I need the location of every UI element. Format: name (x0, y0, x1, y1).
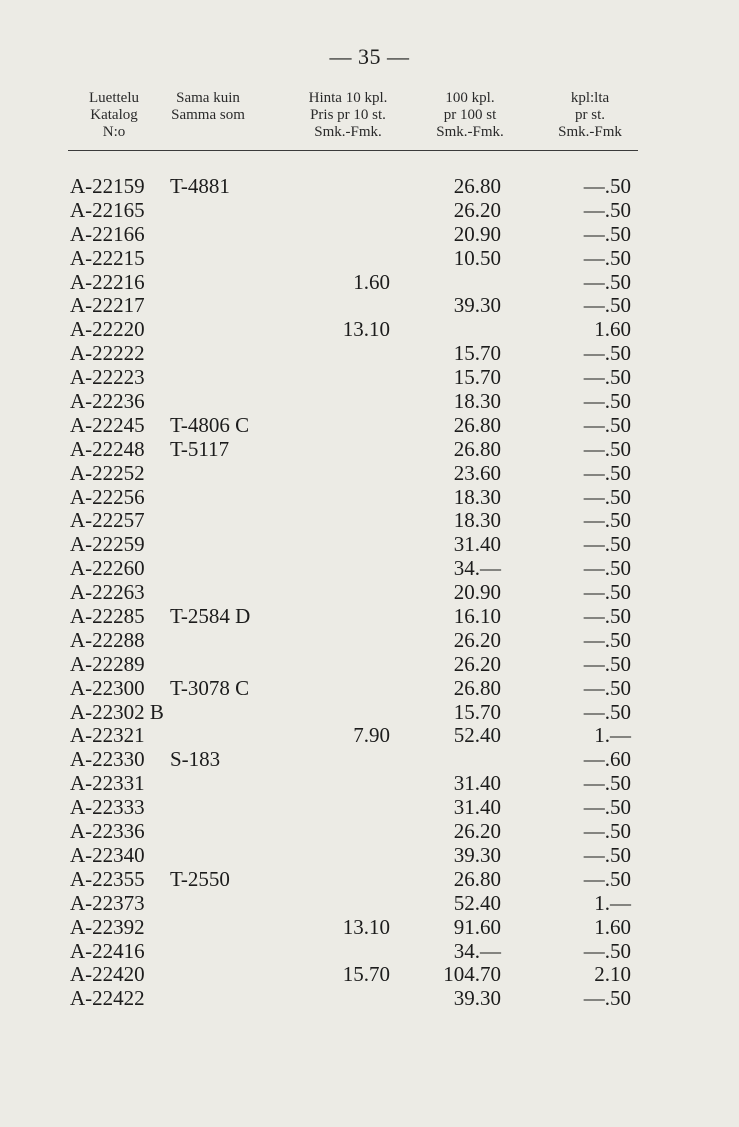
price-each: —.50 (583, 819, 631, 844)
catalog-number: A-22321 (70, 723, 145, 748)
header-price-each (540, 90, 640, 141)
catalog-number: A-22236 (70, 389, 145, 414)
price-100: 31.40 (453, 795, 501, 820)
header-same-as-fi: Sama kuin (176, 90, 240, 106)
price-100: 18.30 (453, 484, 501, 509)
catalog-number: A-22252 (70, 460, 145, 485)
price-100: 34.— (453, 938, 501, 963)
table-row (0, 485, 739, 509)
table-row (0, 795, 739, 819)
same-as-number: T-4806 C (170, 412, 250, 437)
table-row (0, 317, 739, 341)
header-divider (68, 150, 638, 151)
price-each: —.50 (583, 556, 631, 581)
price-100: 26.20 (453, 819, 501, 844)
header-price-100-unit: Smk.-Fmk. (436, 124, 504, 140)
price-100: 39.30 (453, 293, 501, 318)
header-price-100 (420, 90, 520, 141)
header-price-10-fi: Hinta 10 kpl. (308, 90, 388, 106)
header-catalog-sv: Katalog (90, 107, 138, 123)
price-each: —.50 (583, 580, 631, 605)
price-each: —.50 (583, 699, 631, 724)
price-100: 23.60 (453, 460, 501, 485)
price-100: 104.70 (443, 962, 501, 987)
price-100: 26.80 (453, 675, 501, 700)
table-row (0, 293, 739, 317)
price-each: —.50 (583, 675, 631, 700)
price-each: —.50 (583, 795, 631, 820)
table-row (0, 867, 739, 891)
table-row (0, 652, 739, 676)
catalog-number: A-22331 (70, 771, 145, 796)
price-each: —.50 (583, 484, 631, 509)
catalog-number: A-22256 (70, 484, 145, 509)
table-row (0, 843, 739, 867)
price-100: 34.— (453, 556, 501, 581)
price-10: 15.70 (342, 962, 390, 987)
table-row (0, 604, 739, 628)
catalog-number: A-22159 (70, 174, 145, 198)
catalog-number: A-22333 (70, 795, 145, 820)
price-100: 31.40 (453, 532, 501, 557)
price-100: 39.30 (453, 986, 501, 1011)
same-as-number: T-2584 D (170, 604, 251, 629)
price-100: 18.30 (453, 389, 501, 414)
catalog-number: A-22420 (70, 962, 145, 987)
price-each: —.50 (583, 245, 631, 270)
price-100: 26.80 (453, 412, 501, 437)
same-as-number: T-3078 C (170, 675, 250, 700)
catalog-number: A-22217 (70, 293, 145, 318)
table-row (0, 341, 739, 365)
catalog-number: A-22289 (70, 651, 145, 676)
catalog-number: A-22416 (70, 938, 145, 963)
catalog-number: A-22220 (70, 317, 145, 342)
page-number: — 35 — (329, 44, 410, 69)
table-row (0, 580, 739, 604)
catalog-number: A-22257 (70, 508, 145, 533)
price-100: 20.90 (453, 221, 501, 246)
catalog-number: A-22330 (70, 747, 145, 772)
table-row (0, 389, 739, 413)
price-100: 15.70 (453, 341, 501, 366)
price-each: —.50 (583, 938, 631, 963)
price-10: 13.10 (342, 317, 390, 342)
catalog-number: A-22222 (70, 341, 145, 366)
table-row (0, 939, 739, 963)
price-100: 39.30 (453, 842, 501, 867)
price-each: —.50 (583, 197, 631, 222)
table-row (0, 915, 739, 939)
same-as-number: S-183 (170, 747, 221, 772)
price-each: —.50 (583, 460, 631, 485)
catalog-number: A-22302 B (70, 699, 164, 724)
table-row (0, 532, 739, 556)
catalog-number: A-22422 (70, 986, 145, 1011)
catalog-number: A-22245 (70, 412, 145, 437)
price-each: —.50 (583, 174, 631, 198)
table-row (0, 819, 739, 843)
catalog-number: A-22248 (70, 436, 145, 461)
catalog-number: A-22215 (70, 245, 145, 270)
price-100: 15.70 (453, 365, 501, 390)
price-100: 26.80 (453, 866, 501, 891)
catalog-number: A-22165 (70, 197, 145, 222)
price-100: 26.80 (453, 174, 501, 198)
catalog-number: A-22355 (70, 866, 145, 891)
table-header (0, 90, 739, 148)
price-each: —.50 (583, 412, 631, 437)
catalog-number: A-22340 (70, 842, 145, 867)
price-10: 1.60 (353, 269, 390, 294)
table-row (0, 700, 739, 724)
table-row (0, 413, 739, 437)
price-100: 26.20 (453, 197, 501, 222)
header-catalog-no: N:o (102, 124, 126, 140)
catalog-number: A-22285 (70, 604, 145, 629)
table-row (0, 198, 739, 222)
catalog-number: A-22259 (70, 532, 145, 557)
catalog-number: A-22223 (70, 365, 145, 390)
table-row (0, 461, 739, 485)
same-as-number: T-2550 (170, 866, 230, 891)
table-row (0, 747, 739, 771)
header-price-10 (286, 90, 410, 141)
table-row (0, 962, 739, 986)
price-each: —.50 (583, 986, 631, 1011)
table-row (0, 437, 739, 461)
price-each: —.50 (583, 436, 631, 461)
price-each: 2.10 (594, 962, 631, 987)
price-each: —.60 (583, 747, 631, 772)
catalog-number: A-22288 (70, 627, 145, 652)
table-row (0, 771, 739, 795)
price-100: 26.20 (453, 651, 501, 676)
price-each: —.50 (583, 771, 631, 796)
catalog-number: A-22263 (70, 580, 145, 605)
table-row (0, 365, 739, 389)
header-catalog-fi: Luettelu (89, 90, 139, 106)
price-each: —.50 (583, 389, 631, 414)
header-same-as-sv: Samma som (171, 107, 245, 123)
header-price-each-unit: Smk.-Fmk (558, 124, 622, 140)
price-each: —.50 (583, 269, 631, 294)
table-row (0, 508, 739, 532)
price-each: 1.60 (594, 317, 631, 342)
catalog-number: A-22216 (70, 269, 145, 294)
price-each: 1.60 (594, 914, 631, 939)
price-100: 52.40 (453, 890, 501, 915)
same-as-number: T-4881 (170, 174, 230, 198)
catalog-number: A-22260 (70, 556, 145, 581)
catalog-number: A-22300 (70, 675, 145, 700)
table-row (0, 628, 739, 652)
price-each: —.50 (583, 866, 631, 891)
price-each: —.50 (583, 651, 631, 676)
catalog-number: A-22373 (70, 890, 145, 915)
table-row (0, 556, 739, 580)
table-row (0, 174, 739, 198)
price-10: 7.90 (353, 723, 390, 748)
table-row (0, 222, 739, 246)
catalog-number: A-22336 (70, 819, 145, 844)
header-price-each-sv: pr st. (575, 107, 605, 123)
price-100: 31.40 (453, 771, 501, 796)
price-100: 16.10 (453, 604, 501, 629)
price-each: —.50 (583, 221, 631, 246)
price-each: —.50 (583, 627, 631, 652)
price-each: 1.— (594, 723, 631, 748)
header-price-10-sv: Pris pr 10 st. (310, 107, 386, 123)
price-100: 10.50 (453, 245, 501, 270)
table-row (0, 246, 739, 270)
price-100: 52.40 (453, 723, 501, 748)
table-row (0, 676, 739, 700)
price-each: —.50 (583, 341, 631, 366)
table-row (0, 723, 739, 747)
price-100: 18.30 (453, 508, 501, 533)
price-each: —.50 (583, 293, 631, 318)
price-100: 91.60 (453, 914, 501, 939)
header-same-as (152, 90, 264, 124)
price-100: 26.20 (453, 627, 501, 652)
price-each: —.50 (583, 532, 631, 557)
same-as-number: T-5117 (170, 436, 230, 461)
header-price-100-sv: pr 100 st (443, 107, 497, 123)
catalog-number: A-22166 (70, 221, 145, 246)
price-100: 20.90 (453, 580, 501, 605)
table-row (0, 270, 739, 294)
price-each: —.50 (583, 842, 631, 867)
table-row (0, 986, 739, 1010)
price-10: 13.10 (342, 914, 390, 939)
header-price-each-fi: kpl:lta (570, 90, 610, 106)
price-100: 15.70 (453, 699, 501, 724)
price-each: 1.— (594, 890, 631, 915)
catalog-number: A-22392 (70, 914, 145, 939)
price-each: —.50 (583, 604, 631, 629)
table-row (0, 891, 739, 915)
price-100: 26.80 (453, 436, 501, 461)
header-price-100-fi: 100 kpl. (445, 90, 495, 106)
price-each: —.50 (583, 508, 631, 533)
price-table (0, 174, 739, 1010)
header-price-10-unit: Smk.-Fmk. (314, 124, 382, 140)
price-each: —.50 (583, 365, 631, 390)
header-catalog (64, 90, 164, 141)
